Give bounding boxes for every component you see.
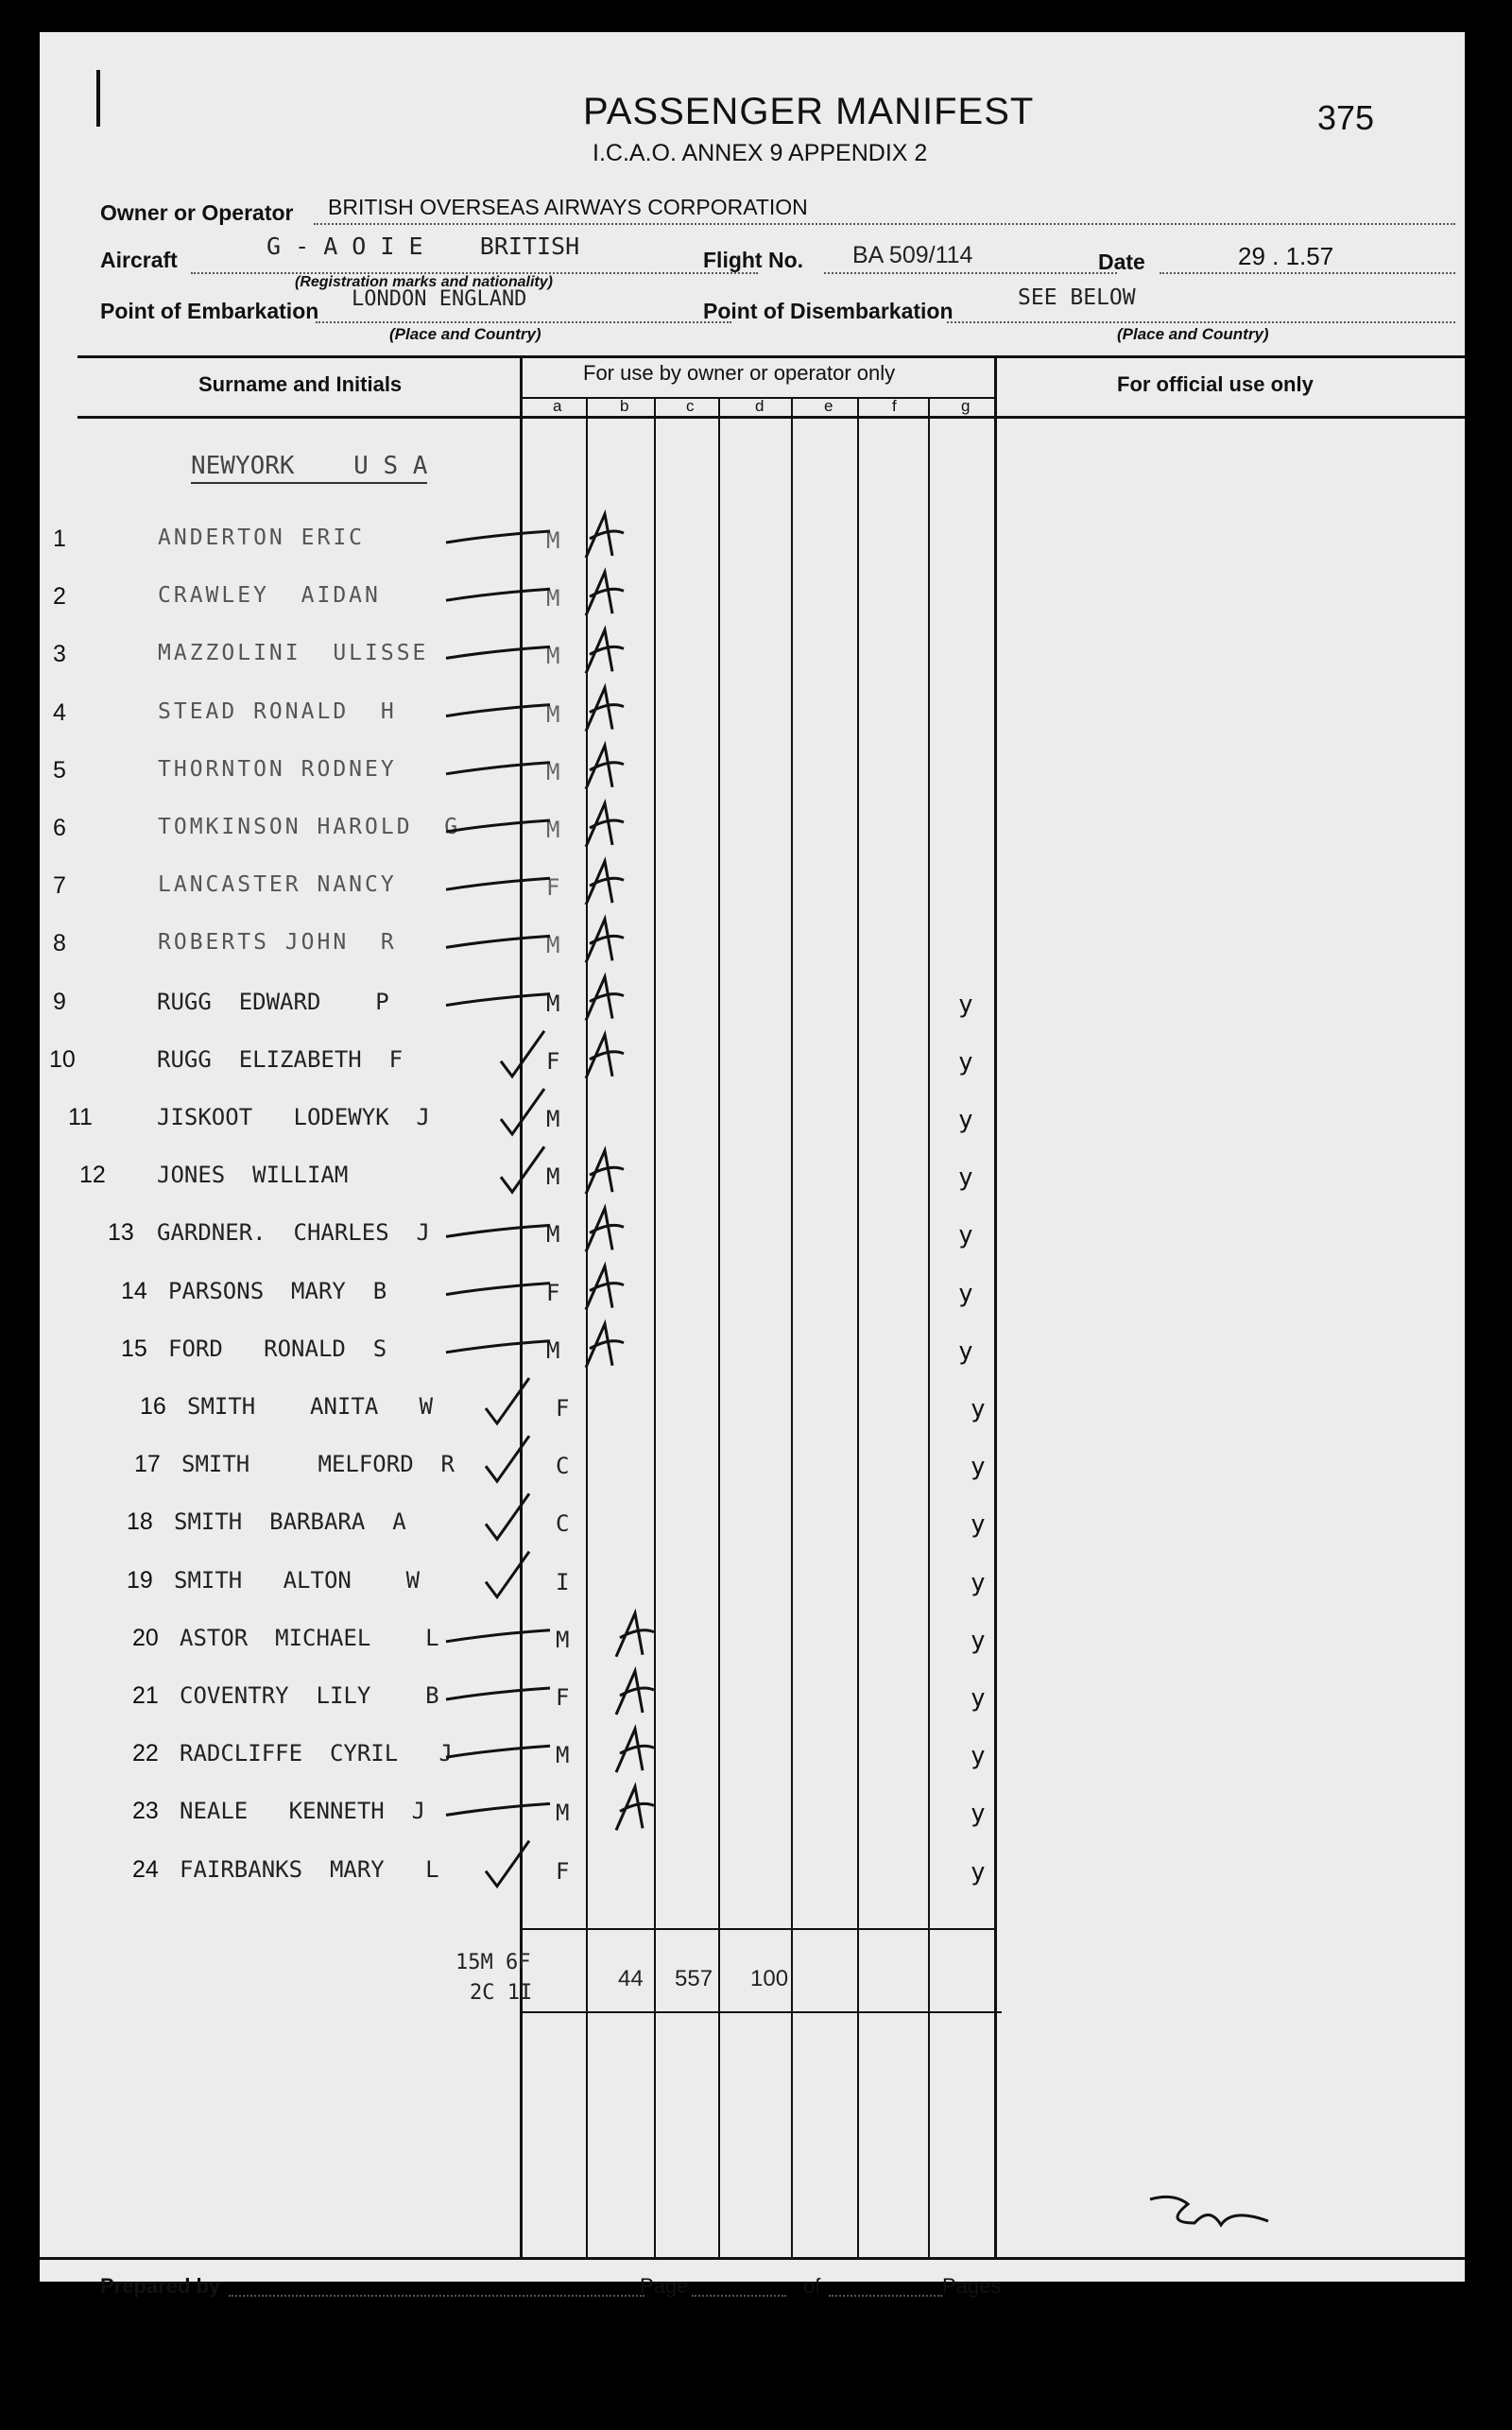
handwritten-dash	[446, 936, 550, 947]
manifest-sheet	[40, 32, 1465, 2298]
handwritten-a-mark	[586, 572, 624, 615]
date-label: Date	[1098, 250, 1145, 274]
disembarkation-line	[947, 321, 1455, 323]
embarkation-note: (Place and Country)	[389, 325, 541, 343]
row-number: 18	[127, 1508, 153, 1536]
disembarkation-label: Point of Disembarkation	[703, 299, 954, 323]
subcol-letter-e: e	[824, 397, 833, 415]
passenger-name: ASTOR MICHAEL L	[180, 1624, 439, 1651]
embarkation-value: LONDON ENGLAND	[352, 287, 527, 311]
passenger-name: STEAD RONALD H	[158, 698, 397, 724]
handwritten-tick	[501, 1089, 544, 1134]
row-number: 7	[53, 872, 66, 900]
handwritten-dash	[446, 1284, 550, 1295]
passenger-name: RUGG ELIZABETH F	[157, 1045, 404, 1073]
signature-scribble	[1150, 2197, 1268, 2225]
passenger-name: JISKOOT LODEWYK J	[157, 1104, 430, 1130]
official-flag: y	[958, 1047, 973, 1077]
passenger-sex: M	[556, 1742, 570, 1769]
handwritten-a-mark	[586, 1267, 624, 1310]
totals-d: 100	[750, 1966, 789, 1991]
handwritten-a-mark	[586, 746, 624, 789]
aircraft-label: Aircraft	[100, 248, 178, 272]
handwritten-dash	[446, 1688, 550, 1699]
passenger-name: RUGG EDWARD P	[157, 988, 389, 1015]
handwritten-dash	[446, 1803, 550, 1815]
pages-label: Pages	[942, 2274, 1002, 2298]
passenger-sex: M	[546, 700, 560, 728]
col-divider-b	[586, 416, 588, 2258]
passenger-name: TOMKINSON HAROLD G	[158, 815, 461, 839]
handwritten-a-mark	[616, 1671, 654, 1715]
handwritten-dash	[446, 820, 550, 832]
handwritten-a-mark	[586, 514, 624, 558]
handwritten-dash	[446, 646, 550, 658]
handwritten-a-mark	[586, 919, 624, 962]
official-flag: y	[971, 1684, 986, 1713]
row-number: 17	[134, 1451, 161, 1478]
passenger-sex: M	[556, 1800, 570, 1827]
table-top-rule	[77, 355, 1465, 358]
row-number: 14	[121, 1277, 147, 1304]
row-number: 13	[108, 1219, 134, 1247]
official-flag: y	[971, 1742, 986, 1771]
passenger-name: FAIRBANKS MARY L	[180, 1855, 439, 1883]
flight-value: BA 509/114	[852, 242, 973, 268]
official-flag: y	[958, 1221, 973, 1250]
passenger-name: NEALE KENNETH J	[180, 1798, 426, 1825]
handwritten-dash	[446, 1341, 550, 1353]
handwritten-tick	[486, 1493, 529, 1539]
owner-value: BRITISH OVERSEAS AIRWAYS CORPORATION	[328, 195, 808, 219]
passenger-name: SMITH BARBARA A	[174, 1508, 406, 1536]
handwritten-tick	[486, 1378, 529, 1423]
handwritten-a-mark	[586, 1324, 624, 1368]
of-line	[829, 2295, 942, 2297]
row-number: 6	[53, 815, 66, 841]
subcol-tick	[791, 397, 793, 416]
official-flag: y	[971, 1800, 986, 1829]
passenger-name: GARDNER. CHARLES J	[157, 1219, 430, 1247]
passenger-sex: F	[546, 1047, 560, 1075]
handwritten-dash	[446, 1746, 550, 1757]
handwritten-dash	[446, 705, 550, 716]
subcol-tick	[654, 397, 656, 416]
table-header-bottom-rule	[77, 416, 1465, 419]
handwritten-a-mark	[586, 1150, 624, 1194]
passenger-sex: F	[546, 1279, 560, 1306]
handwritten-a-mark	[586, 688, 624, 732]
row-number: 21	[132, 1682, 159, 1709]
col-official-header: For official use only	[1117, 372, 1314, 396]
passenger-name: COVENTRY LILY B	[180, 1682, 439, 1709]
disembarkation-note: (Place and Country)	[1117, 325, 1269, 343]
col-divider-d	[718, 416, 720, 2258]
row-number: 1	[53, 526, 66, 552]
official-flag: y	[958, 990, 973, 1019]
passenger-name: MAZZOLINI ULISSE	[158, 641, 429, 666]
row-number: 16	[140, 1393, 166, 1420]
date-value: 29 . 1.57	[1238, 242, 1334, 270]
handwritten-a-mark	[586, 861, 624, 905]
subcol-letter-f: f	[892, 397, 897, 415]
handwritten-tick	[501, 1146, 544, 1192]
subcol-tick	[928, 397, 930, 416]
passenger-name: FORD RONALD S	[168, 1335, 387, 1362]
passenger-sex: C	[556, 1453, 570, 1480]
passenger-sex: M	[546, 527, 560, 554]
col-divider-f	[857, 416, 859, 2258]
document-title: PASSENGER MANIFEST	[583, 91, 1035, 132]
passenger-sex: F	[556, 1684, 570, 1711]
passenger-sex: M	[546, 990, 560, 1017]
totals-line1: 15M 6F	[455, 1951, 531, 1974]
col-divider-official	[994, 356, 997, 2258]
handwritten-a-mark	[586, 977, 624, 1021]
handwritten-a-mark	[616, 1613, 654, 1657]
destination-heading: NEWYORK U S A	[191, 452, 427, 484]
subcol-letter-c: c	[686, 397, 695, 415]
official-flag: y	[958, 1163, 973, 1193]
handwritten-dash	[446, 878, 550, 889]
passenger-name: SMITH ANITA W	[187, 1393, 434, 1420]
row-number: 9	[53, 988, 66, 1015]
subcol-tick	[857, 397, 859, 416]
passenger-name: THORNTON RODNEY	[158, 756, 397, 782]
totals-c: 557	[675, 1966, 713, 1991]
official-flag: y	[958, 1106, 973, 1134]
passenger-name: RADCLIFFE CYRIL J	[180, 1740, 453, 1767]
totals-line2: 2C 1I	[470, 1981, 533, 2005]
handwritten-dash	[446, 1225, 550, 1236]
handwritten-dash	[446, 589, 550, 600]
totals-b: 44	[618, 1966, 644, 1991]
embarkation-line	[316, 321, 731, 323]
subcol-letter-b: b	[620, 397, 629, 415]
registration-note: (Registration marks and nationality)	[295, 274, 553, 290]
handwritten-a-mark	[586, 803, 624, 847]
handwritten-dash	[446, 994, 550, 1006]
disembarkation-value: SEE BELOW	[1018, 285, 1136, 310]
date-line	[1160, 272, 1455, 274]
handwritten-tick	[486, 1841, 529, 1887]
totals-top-rule	[520, 1928, 994, 1930]
row-number: 19	[127, 1566, 153, 1594]
handwritten-a-mark	[586, 629, 624, 673]
row-number: 10	[49, 1045, 76, 1073]
handwritten-tick	[501, 1031, 544, 1077]
official-flag: y	[971, 1568, 986, 1597]
row-number: 11	[68, 1104, 93, 1130]
passenger-sex: M	[546, 1336, 560, 1364]
of-label: of	[803, 2274, 821, 2298]
row-number: 23	[132, 1798, 159, 1825]
passenger-sex: M	[546, 932, 560, 959]
row-number: 8	[53, 930, 66, 957]
col-divider-c	[654, 416, 656, 2258]
official-flag: y	[971, 1395, 986, 1423]
document-subtitle: I.C.A.O. ANNEX 9 APPENDIX 2	[593, 140, 928, 166]
col-surname-header: Surname and Initials	[198, 372, 403, 396]
handwritten-dash	[446, 1630, 550, 1642]
col-divider-e	[791, 416, 793, 2258]
passenger-name: PARSONS MARY B	[168, 1277, 387, 1304]
prepared-by-line	[229, 2295, 644, 2297]
page-line	[692, 2295, 786, 2297]
handwritten-a-mark	[586, 1208, 624, 1251]
handwritten-tick	[486, 1552, 529, 1597]
row-number: 15	[121, 1335, 147, 1362]
subcol-tick	[586, 397, 588, 416]
passenger-sex: M	[546, 758, 560, 785]
owner-line	[314, 223, 1455, 225]
totals-bottom-rule	[520, 2011, 1002, 2013]
subcol-tick	[718, 397, 720, 416]
handwritten-dash	[446, 763, 550, 774]
subcol-letter-g: g	[961, 397, 971, 415]
row-number: 5	[53, 756, 66, 784]
handwritten-tick	[486, 1436, 529, 1481]
passenger-sex: M	[546, 585, 560, 612]
passenger-name: SMITH ALTON W	[174, 1566, 421, 1594]
handwritten-a-mark	[616, 1729, 654, 1772]
footer-rule	[40, 2257, 1465, 2260]
official-flag: y	[971, 1453, 986, 1482]
row-number: 2	[53, 583, 66, 611]
passenger-sex: F	[556, 1395, 570, 1422]
row-number: 4	[53, 698, 66, 726]
official-flag: y	[971, 1510, 986, 1540]
official-flag: y	[971, 1857, 986, 1887]
passenger-sex: F	[556, 1857, 570, 1885]
passenger-sex: M	[546, 1221, 560, 1249]
passenger-name: LANCASTER NANCY	[158, 872, 397, 898]
passenger-sex: C	[556, 1510, 570, 1538]
flight-line	[824, 272, 1117, 274]
handwritten-a-mark	[616, 1786, 654, 1830]
row-number: 24	[132, 1855, 159, 1883]
passenger-name: ANDERTON ERIC	[158, 526, 366, 550]
col-divider-g	[928, 416, 930, 2258]
col-owner-header: For use by owner or operator only	[583, 361, 896, 385]
page-label: Page	[640, 2274, 689, 2298]
page-number: 375	[1317, 98, 1375, 137]
handwritten-a-mark	[586, 1035, 624, 1078]
flight-label: Flight No.	[703, 248, 804, 272]
passenger-sex: M	[546, 643, 560, 670]
official-flag: y	[958, 1336, 973, 1366]
row-number: 20	[132, 1624, 159, 1651]
passenger-sex: M	[546, 1106, 560, 1132]
embarkation-label: Point of Embarkation	[100, 299, 319, 323]
handwritten-dash	[446, 531, 550, 543]
row-number: 3	[53, 641, 66, 668]
passenger-sex: F	[546, 874, 560, 902]
passenger-name: JONES WILLIAM	[157, 1162, 349, 1189]
official-flag: y	[958, 1279, 973, 1308]
passenger-sex: I	[556, 1568, 570, 1595]
official-flag: y	[971, 1626, 986, 1655]
passenger-name: ROBERTS JOHN R	[158, 930, 397, 956]
owner-label: Owner or Operator	[100, 200, 294, 225]
passenger-sex: M	[546, 1163, 560, 1191]
passenger-name: SMITH MELFORD R	[181, 1451, 455, 1478]
prepared-by-label: Prepared by	[100, 2274, 221, 2298]
aircraft-value: G - A O I E BRITISH	[266, 233, 580, 260]
passenger-name: CRAWLEY AIDAN	[158, 583, 381, 609]
subcol-letter-a: a	[553, 397, 562, 415]
subcol-letter-d: d	[755, 397, 765, 415]
row-number: 12	[79, 1162, 106, 1189]
passenger-sex: M	[556, 1626, 570, 1653]
row-number: 22	[132, 1740, 159, 1767]
passenger-sex: M	[546, 817, 560, 843]
corner-mark	[96, 70, 100, 127]
